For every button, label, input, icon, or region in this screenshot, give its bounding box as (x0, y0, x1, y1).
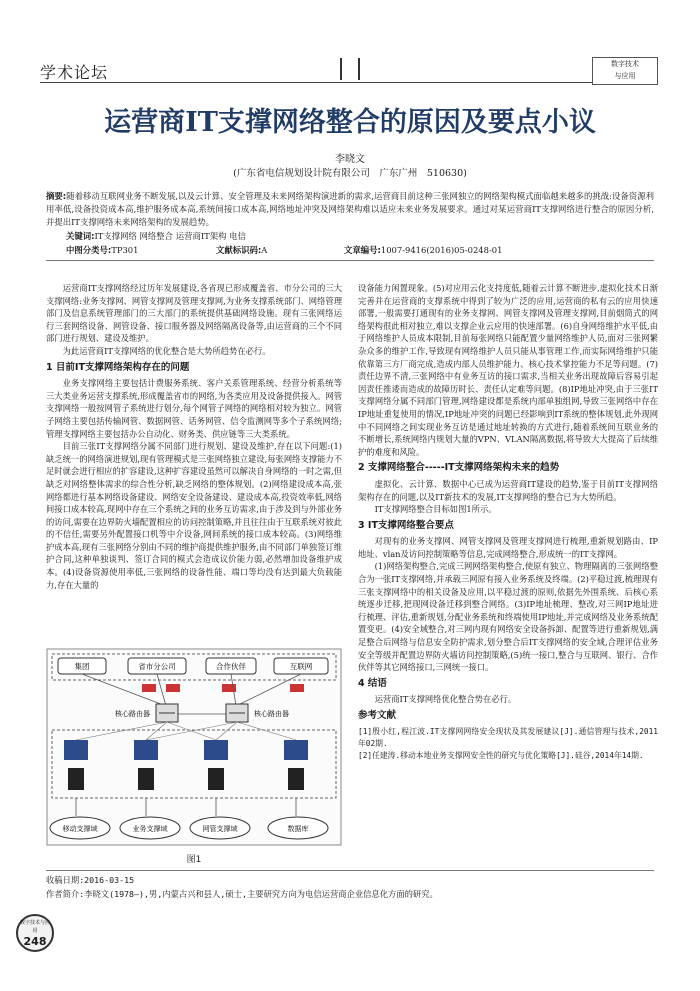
reference-item: [2]任建涛.移动本地业务支撑网安全性的研究与优化策略[J].硅谷,2014年14期. (358, 750, 644, 760)
paragraph: 为此运营商IT支撑网络的优化整合是大势所趋势在必行。 (62, 345, 271, 356)
left-column (46, 282, 342, 591)
top-node (58, 658, 106, 674)
firewall-icon (166, 684, 180, 692)
received-date: 收稿日期:2016-03-15 (46, 875, 135, 885)
paragraph: 设备能力闲置现象。(5)对应用云化支持度低,随着云计算不断进步,虚拟化技术日渐完善并在运营商的支撑系统中得到了较为广泛的应用,运营商的私有云的应用快速部署,一般需要打通现有的业务支撑网、网管支撑网及管理支撑网,目前烟筒式的网络架构很此相对独立,难以支撑企业云应用的快速部署。(6)自身网络维护水平低,由于网络维护人员成本限制,目前每张网络只能配置少量网络维护人员,面对三张网繁杂众多的维护工作,导致现有网络维护人员只能从事管理工作,而实际网络维护只能依靠第三方厂商完成,造成内部人员维护能力、核心技术掌控能力不足等问题。(7)责任边界不清,三张网络中有业务互访的接口需求,当相关业务出现故障后容易引起因责任推诿而造成的故障历时长、责任认定难等问题。(8)IP地址冲突,由于三张IT支撑网络分属不同部门管理,网络建设都是系统内部单独组网,导致三张网络中存在IP地址重复使用的情况,IP地址冲突的问题已经影响到IT系统的整体规划,此外现网中不同网络之间实现业务互访是通过地址转换的方式进行,随着系统间互联业务的不断增长,系统网络内规划大量的VPN、VLAN隔离数据,将导致大大提高了后续维护的难度和风险。 (358, 283, 658, 457)
section-heading-1: 1 目前IT支撑网络架构存在的问题 (46, 361, 190, 373)
core-router-icon (226, 704, 248, 722)
affiliation: (广东省电信规划设计院有限公司 广东广州 510630) (233, 168, 467, 179)
abstract-label: 摘要: (46, 191, 67, 201)
page-number: 248 (23, 935, 47, 948)
section-heading-4: 4 结语 (358, 677, 387, 689)
abstract-text: 随着移动互联网业务不断发展,以及云计算、安全管理及未来网络架构演进新的需求,运营商目前这种三张网独立的网络架构模式面临越来越多的挑战:设备资源利用率低,设备投资成本高,维护服务成本高,系统间接口成本高,网络地址冲突及网络架构难以适应未来业务发展要求。通过对某运营商IT支撑网络进行整合的原因分析,并提出IT支撑网络未来网络架构的发展趋势。 (46, 191, 654, 227)
reference-item: [1]殷小红,程江波.IT支撑网网络安全现状及其发展建议[J].通信管理与技术,2011年02期. (358, 726, 658, 748)
section-heading-3: 3 IT支撑网络整合要点 (358, 519, 454, 531)
firewall-icon (290, 684, 304, 692)
badge-line2: 与应用 (614, 72, 636, 80)
top-node (206, 658, 256, 674)
core-router-icon (156, 704, 178, 722)
paragraph: (1)网络架构整合,完成三网网络架构整合,使原有独立、物理隔离的三张网络整合为一张IT支撑网络,并承载三网原有接入业务系统及终端。(2)平稳过渡,梳理现有三张支撑网络中的相关设备及应用,以平稳过渡的原则,依据先外围系统、后核心系统逐步迁移,把现网设备迁移到整合网络。(3)IP地址梳理、整改,对三网IP地址进行梳理、评估,重新规划,分配业务系统和终端使用IP地址,并完成网络及业务系统配置变更。(4)安全域整合,对三网内现有网络安全设备拆卸、配置等进行重新规划,满足整合后网络与信息安全防护需求,划分整合后IT支撑网络的安全域,合理评估业务安全等级并配置边界防火墙访问控制策略,(5)统一接口,整合与互联网、银行、合作伙伴等其它网络接口,三网统一接口。 (358, 561, 658, 673)
top-node-label: 互联网 (289, 662, 313, 671)
right-column (358, 282, 658, 762)
top-node-label: 集团 (74, 662, 90, 671)
bottom-domain (190, 817, 250, 839)
top-node-label: 省市分公司 (138, 662, 176, 671)
paragraph: 虚拟化、云计算、数据中心已成为运营商IT建设的趋势,鉴于目前IT支撑网络架构存在的问题,以及IT新技术的发展,IT支撑网络的整合已为大势所趋。 (358, 478, 658, 502)
header-divider-bars (340, 58, 360, 80)
paragraph: IT支撑网络整合目标如图1所示。 (374, 504, 497, 515)
keywords (66, 230, 654, 243)
paragraph: 对现有的业务支撑网、网管支撑网及管理支撑网进行梳理,重新规划路由、IP地址、vlan及访问控制策略等信息,完成网络整合,形成统一的IT支撑网。 (358, 536, 658, 559)
clc-label: 中图分类号: (66, 245, 112, 255)
abstract (46, 190, 654, 229)
network-figure (46, 648, 342, 846)
section-heading-2: 2 支撑网络整合-----IT支撑网络架构未来的趋势 (358, 462, 560, 474)
meta-rule (46, 260, 654, 261)
bottom-domain-label: 移动支撑域 (62, 825, 98, 833)
article-meta (66, 244, 654, 257)
page-number-badge (16, 914, 54, 952)
top-node (128, 658, 186, 674)
clc-value: TP301 (111, 245, 139, 255)
paragraph: 业务支撑网络主要包括计费服务系统、客户关系管理系统、经营分析系统等三大类业务运营支撑系统,形成覆盖省市的网络,为各类应用及设备提供接入。网管支撑网络一般按网管子系统进行划分,每个网管子网络的网络相对较为独立。网管子网络主要包括传输网管、数据网管、话务网管、信令监测网等多个子系统网络;管理支撑网络主要包括办公自动化、财务类、供应链等三大类系统。 (46, 378, 342, 439)
journal-badge (592, 57, 658, 85)
core-router-label: 核心路由器 (115, 710, 150, 718)
doc-code-label: 文献标识码: (216, 245, 262, 255)
doc-code-value: A (261, 245, 268, 255)
article-no-label: 文章编号: (344, 245, 381, 255)
paragraph: 运营商IT支撑网络经过历年发展建设,各省现已形成覆盖省、市分公司的三大支撑网络:业务支撑网、网管支撑网及管理支撑网,为业务支撑系统部门、网络管理部门及信息系统管理部门的三大部门的系统提供基础网络设施。现有三张网络运行三套网络设备、网管设备、接口服务器及网络隔离设备等,由运营商的三个不同部门进行规划、建设及维护。 (46, 283, 342, 344)
top-node (274, 658, 328, 674)
bottom-domain (120, 817, 180, 839)
journal-section: 学术论坛 (40, 63, 109, 82)
page-badge-text: 数字技术与应用 (19, 920, 50, 934)
header-rule (40, 82, 600, 83)
badge-line1: 数字技术 (611, 60, 639, 68)
bottom-domain-label: 业务支撑域 (132, 825, 168, 833)
references-title: 参考文献 (358, 710, 397, 721)
references (358, 726, 658, 762)
core-router-label: 核心路由器 (254, 710, 289, 718)
author: 李晓文 (335, 154, 365, 165)
bottom-domain-label: 网管支撑域 (202, 825, 238, 833)
paragraph: 目前三张IT支撑网络分属不同部门进行规划、建设及维护,存在以下问题:(1)缺乏统一的网络演进规划,现有管理模式是三张网络独立建设,每张网络支撑能力不足时就会进行相应的扩容建设,这种扩容建设虽然可以解决自身网络的一时之需,但缺乏对网络整体需求的综合性分析,缺乏网络的整体规划。(2)网络建设成本高,张网络都进行基本网络设备建设、网络安全设备建设、建设成本高,投资效率低,网络间接口成本较高,现网中存在三个系统之间的业务互访需求,由于涉及到与外部业务的访问,需要在边界防火墙配置相应的访问控制策略,并且往往由于互联系统对彼此的不信任,需要另外配置接口机等中介设备,网间系统的接口成本较高。(3)网络维护成本高,现有三张网络分别由不同的维护商提供维护服务,由不同部门单独签订维护合同,这种单独谈判、签订合同的模式会造成议价能力弱,必然增加设备维护成本。(4)设备资源使用率低,三张网络的设备性能、端口等均没有达到最大负载能力,存在大量的 (46, 441, 342, 590)
footer-rule (46, 870, 654, 871)
author-bio: 作者简介:李晓文(1978—),男,内蒙古兴和县人,硕士,主要研究方向为电信运营商企业信息化方面的研究。 (46, 889, 438, 899)
keywords-text: IT支撑网络 网络整合 运营商IT架构 电信 (94, 231, 246, 241)
bottom-domain (268, 817, 328, 839)
article-no-value: 1007-9416(2016)05-0248-01 (380, 245, 503, 255)
firewall-icon (142, 684, 156, 692)
top-node-label: 合作伙伴 (216, 662, 246, 671)
keywords-label: 关键词: (66, 231, 95, 241)
bottom-domain-label: 数据库 (287, 825, 309, 833)
figure-caption: 图1 (186, 855, 202, 865)
bottom-domain (50, 817, 110, 839)
paper-title: 运营商IT支撑网络整合的原因及要点小议 (104, 107, 596, 138)
paragraph: 运营商IT支撑网络优化整合势在必行。 (374, 694, 517, 705)
